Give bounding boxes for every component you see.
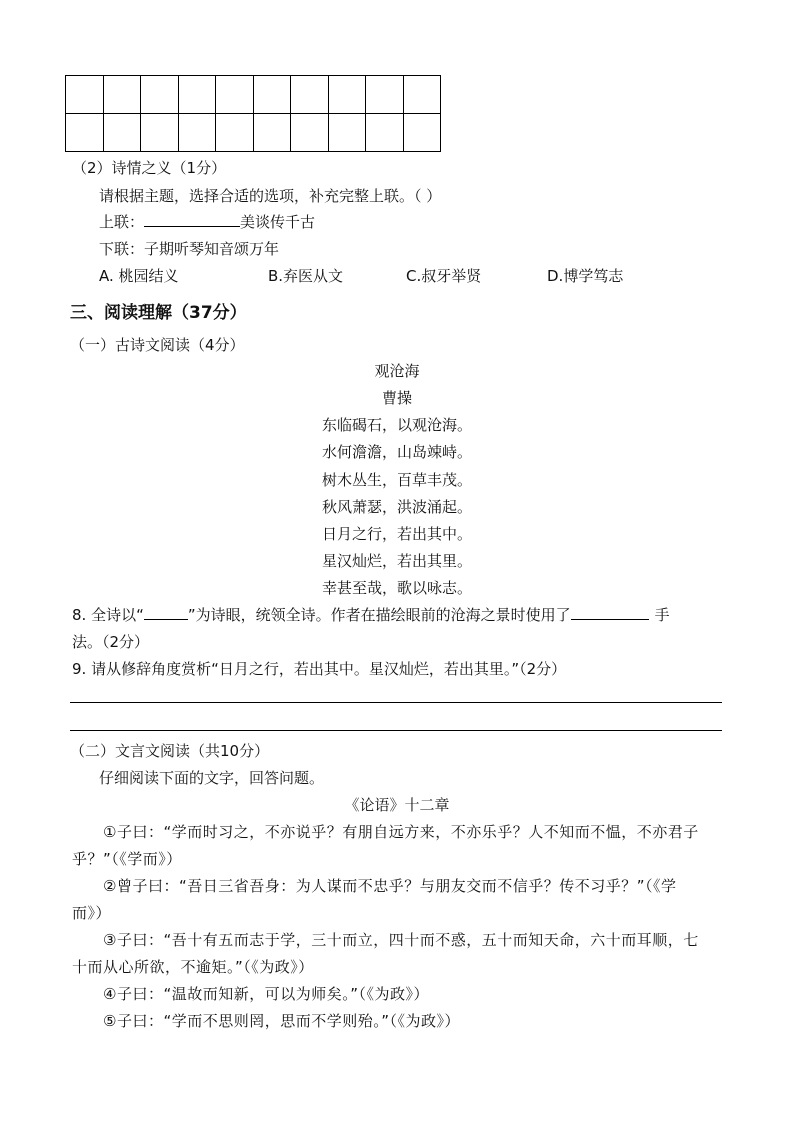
option-c: C.叔牙举贤	[406, 267, 482, 285]
question-8	[72, 604, 722, 625]
upper-couplet-suffix: 美谈传千古	[240, 213, 316, 231]
writing-grid	[65, 75, 441, 152]
chapter-line: ③子曰：“吾十有五而志于学，三十而立，四十而不惑，五十而知天命，六十而耳顺，七	[103, 931, 699, 949]
answer-line[interactable]	[70, 702, 722, 703]
text-title: 《论语》十二章	[344, 796, 450, 814]
question-9: 9. 请从修辞角度赏析“日月之行，若出其中。星汉灿烂，若出其里。”（2分）	[72, 660, 567, 678]
grid-cell[interactable]	[366, 114, 404, 152]
poem-line: 秋风萧瑟，洪波涌起。	[321, 498, 472, 516]
option-b: B.弃医从文	[268, 267, 344, 285]
chapter-line: 乎？”（《学而》）	[72, 850, 182, 868]
grid-cell[interactable]	[178, 114, 216, 152]
poem-line: 星汉灿烂，若出其里。	[321, 552, 472, 570]
grid-cell[interactable]	[403, 76, 441, 114]
poem-line: 东临碣石，以观沧海。	[321, 416, 472, 434]
answer-line[interactable]	[70, 730, 722, 731]
grid-cell[interactable]	[141, 76, 179, 114]
question-instruction: 请根据主题，选择合适的选项，补充完整上联。（ ）	[99, 187, 442, 205]
grid-cell[interactable]	[103, 114, 141, 152]
chapter-line: ①子曰：“学而时习之，不亦说乎？有朋自远方来，不亦乐乎？人不知而不愠，不亦君子	[103, 823, 699, 841]
grid-cell[interactable]	[141, 114, 179, 152]
grid-cell[interactable]	[66, 114, 104, 152]
question-8-cont: 法。（2分）	[72, 633, 150, 651]
subsection-title: （二）文言文阅读（共10分）	[70, 742, 270, 760]
chapter-line: ④子曰：“温故而知新，可以为师矣。”（《为政》）	[103, 985, 429, 1003]
grid-cell[interactable]	[366, 76, 404, 114]
grid-cell[interactable]	[291, 76, 329, 114]
poem-line: 水何澹澹，山岛竦峙。	[321, 443, 472, 461]
subsection-title: （一）古诗文阅读（4分）	[70, 336, 245, 354]
grid-cell[interactable]	[253, 76, 291, 114]
poem-line: 幸甚至哉，歌以咏志。	[321, 579, 472, 597]
grid-cell[interactable]	[216, 76, 254, 114]
section-title: 三、阅读理解（37分）	[70, 303, 247, 323]
chapter-line: ⑤子曰：“学而不思则罔，思而不学则殆。”（《为政》）	[103, 1012, 460, 1030]
chapter-line: ②曾子曰：“吾日三省吾身：为人谋而不忠乎？与朋友交而不信乎？传不习乎？”（《学	[103, 877, 677, 895]
grid-cell[interactable]	[216, 114, 254, 152]
answer-blank[interactable]	[571, 619, 649, 620]
grid-cell[interactable]	[253, 114, 291, 152]
reading-instruction: 仔细阅读下面的文字，回答问题。	[99, 769, 325, 787]
poem-line: 树木丛生，百草丰茂。	[321, 471, 472, 489]
answer-blank[interactable]	[144, 226, 240, 227]
grid-cell[interactable]	[103, 76, 141, 114]
option-a: A. 桃园结义	[99, 267, 179, 285]
grid-cell[interactable]	[178, 76, 216, 114]
poem-author: 曹操	[381, 389, 412, 407]
poem-title: 观沧海	[374, 362, 420, 380]
chapter-line: 十而从心所欲，不逾矩。”（《为政》）	[72, 958, 314, 976]
lower-couplet: 下联：子期听琴知音颂万年	[99, 240, 280, 258]
grid-cell[interactable]	[403, 114, 441, 152]
q8-text: 8. 全诗以“	[72, 606, 144, 624]
grid-cell[interactable]	[328, 76, 366, 114]
chapter-line: 而》）	[72, 904, 112, 922]
grid-cell[interactable]	[66, 76, 104, 114]
upper-couplet-prefix: 上联：	[99, 213, 145, 231]
poem-line: 日月之行，若出其中。	[321, 525, 472, 543]
upper-couplet	[99, 211, 315, 232]
option-d: D.博学笃志	[547, 267, 624, 285]
grid-cell[interactable]	[328, 114, 366, 152]
grid-cell[interactable]	[291, 114, 329, 152]
answer-blank[interactable]	[144, 619, 188, 620]
q8-text: ”为诗眼，统领全诗。作者在描绘眼前的沧海之景时使用了	[187, 606, 571, 624]
question-heading: （2）诗情之义（1分）	[72, 159, 227, 177]
q8-text: 手	[654, 606, 670, 624]
